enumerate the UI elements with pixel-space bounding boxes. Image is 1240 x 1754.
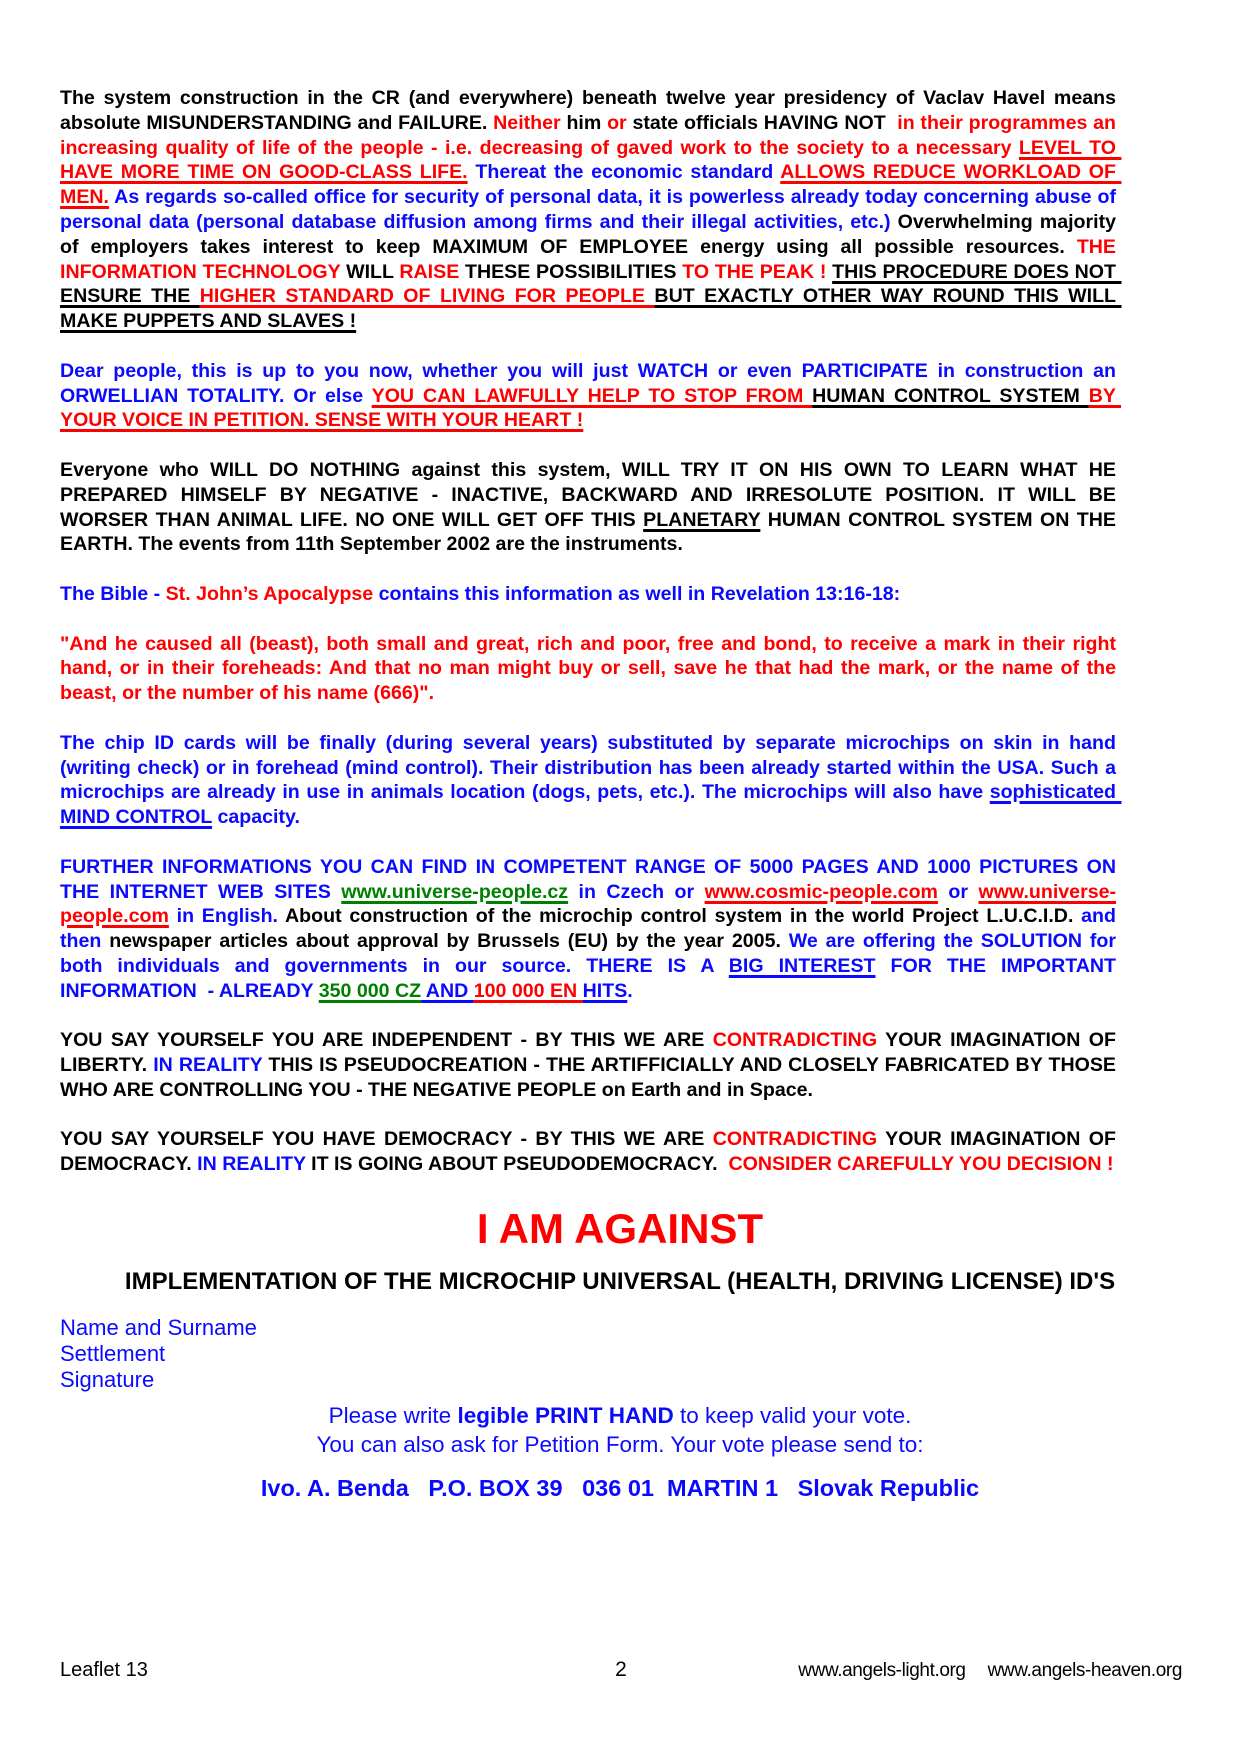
text-segment: The system construction in the CR (and everywhere) beneath twelve year presidency of Vaclav Havel means absolute MISUNDERSTANDING and FAILURE. [60,87,1122,134]
text-segment: IT IS GOING ABOUT PSEUDODEMOCRACY. [311,1153,729,1176]
text-segment: We are offering the SOLUTION for both individuals and governments in our source. THERE IS A [60,930,1122,977]
text-segment: sophisticated MIND CONTROL [60,781,1122,829]
para-further-informations [60,855,1122,1004]
text-segment: or [607,111,633,134]
field-label-settlement: Settlement [60,1341,166,1367]
text-segment: PLANETARY [643,508,761,531]
text-segment: Thereat the economic standard [467,161,781,184]
petition-form-fields [60,1315,1240,1393]
text-segment: AND [421,979,474,1002]
petition-subheading: IMPLEMENTATION OF THE MICROCHIP UNIVERSAL (HEALTH, DRIVING LICENSE) ID'S [124,1268,1116,1296]
text-segment: YOU CAN LAWFULLY HELP TO STOP FROM [371,384,813,407]
text-segment: HITS [582,979,628,1002]
text-segment: BUT EXACTLY OTHER WAY ROUND THIS WILL MAKE PUPPETS AND SLAVES ! [60,285,1122,333]
text-segment: in Czech or [568,880,705,903]
text-segment: The chip ID cards will be finally (during several years) substituted by separate microchips on skin in hand (writing check) or in forehead (mind control). Their distribution has been already started within the USA. Such a microchips are already in use in animals location (dogs, pets, etc.). The microchips will also have [60,731,1122,804]
para-revelation-quote [60,632,1122,706]
vote-instructions [0,1401,1240,1459]
text-segment: "And he caused all (beast), both small and great, rich and poor, free and bond, to receive a mark in their right hand, or in their foreheads: And that no man might buy or sell, save he that had the mark, or the name of the beast, or the number of his name (666)". [60,632,1122,705]
petition-heading: I AM AGAINST [476,1205,764,1253]
para-chip-id-cards [60,731,1122,830]
text-segment: HIGHER STANDARD OF LIVING FOR PEOPLE [199,285,655,308]
text-segment: FURTHER INFORMATIONS YOU CAN FIND IN COMPETENT RANGE OF 5000 PAGES AND 1000 PICTURES ON THE INTERNET WEB SITES [60,855,1122,903]
text-segment: As regards so-called office for security of personal data, it is powerless already today concerning abuse of personal data (personal database diffusion among firms and their illegal activities, etc.) [60,186,1122,233]
text-segment: CONTRADICTING [712,1128,886,1151]
text-segment: or [937,880,979,903]
text-segment: . [627,979,633,1002]
text-segment: CONTRADICTING [712,1029,886,1052]
para-independent [60,1028,1122,1102]
instruction-line-1 [0,1401,1240,1430]
text-segment: TO THE PEAK ! [682,260,833,283]
para-intro-system [60,86,1122,334]
para-everyone-nothing [60,458,1122,557]
instruction-line-2: You can also ask for Petition Form. Your vote please send to: [316,1432,924,1458]
link-cosmic-people-com[interactable]: www.cosmic-people.com [704,880,938,903]
text-segment: YOU SAY YOURSELF YOU HAVE DEMOCRACY - BY THIS WE ARE [60,1128,713,1151]
text-segment: THIS IS PSEUDOCREATION - THE ARTIFFICIALLY AND CLOSELY FABRICATED BY THOSE WHO ARE CONTROLLING YOU - THE NEGATIVE PEOPLE on Earth and in Space. [60,1054,1122,1101]
text-segment: YOUR IMAGINATION OF LIBERTY. [60,1029,1122,1077]
text-segment: state officials HAVING NOT [632,111,892,134]
text-segment: LEVEL TO HAVE MORE TIME ON GOOD-CLASS LIFE. [60,136,1122,184]
mailing-address: Ivo. A. Benda P.O. BOX 39 036 01 MARTIN 1 Slovak Republic [260,1475,980,1502]
text-segment: The Bible - [60,582,166,605]
link-universe-people-com[interactable]: www.universe-people.com [60,880,1117,928]
text-segment: contains this information as well in Revelation 13:16-18: [378,582,901,605]
text-segment: THIS PROCEDURE DOES NOT ENSURE THE [60,260,1122,308]
text-segment: About construction of the microchip control system in the world Project L.U.C.I.D. [285,905,1082,928]
text-segment: newspaper articles about approval by Brussels (EU) by the year 2005. [109,930,789,953]
field-label-signature: Signature [60,1367,155,1393]
text-segment: THESE POSSIBILITIES [464,260,683,283]
text-segment: HUMAN CONTROL SYSTEM ON THE EARTH. The events from 11th September 2002 are the instruments. [60,508,1122,556]
text-segment: 100 000 EN [473,979,583,1002]
text-segment: IN REALITY [197,1153,312,1176]
text-segment: him [566,111,608,134]
text-segment: ALLOWS REDUCE WORKLOAD OF MEN. [60,161,1122,209]
text-segment: BY YOUR VOICE IN PETITION. SENSE WITH YOUR HEART ! [60,384,1122,432]
text-segment: Overwhelming majority of employers takes interest to keep MAXIMUM OF EMPLOYEE energy using all possible resources. [60,210,1122,258]
text-segment: St. John’s Apocalypse [165,582,379,605]
instruction-text-pre: Please write [328,1403,458,1429]
text-segment: Dear people, this is up to you now, whether you will just WATCH or even PARTICIPATE in construction an ORWELLIAN TOTALITY. Or else [60,359,1122,407]
text-segment: HUMAN CONTROL SYSTEM [812,384,1089,407]
text-segment: YOU SAY YOURSELF YOU ARE INDEPENDENT - BY THIS WE ARE [60,1029,713,1052]
text-segment: capacity. [212,806,300,829]
footer-url-angels-heaven: www.angels-heaven.org [987,1660,1182,1681]
text-segment: Everyone who WILL DO NOTHING against this system, WILL TRY IT ON HIS OWN TO LEARN WHAT HE PREPARED HIMSELF BY NEGATIVE - INACTIVE, BACKWARD AND IRRESOLUTE POSITION. IT WILL BE WORSER THAN ANIMAL LIFE. NO ONE WILL GET OFF THIS [60,458,1122,531]
page-footer [60,1658,1182,1682]
footer-urls [627,1660,1182,1682]
text-segment: CONSIDER CAREFULLY YOU DECISION ! [728,1153,1114,1176]
text-segment: YOUR IMAGINATION OF DEMOCRACY. [60,1128,1122,1176]
text-segment: IN REALITY [153,1054,269,1077]
text-segment: Neither [493,111,567,134]
page-number: 2 [615,1658,627,1681]
text-segment: WILL [346,260,400,283]
text-segment: 350 000 CZ [318,979,422,1002]
text-segment: in English. [168,905,286,928]
para-bible-reference [60,582,1116,607]
para-democracy [60,1127,1122,1177]
text-segment: RAISE [399,260,465,283]
instruction-emphasis: legible PRINT HAND [457,1403,674,1429]
footer-url-angels-light: www.angels-light.org [798,1660,966,1681]
text-segment: and then [60,905,1122,953]
text-segment: THE INFORMATION TECHNOLOGY [60,235,1122,283]
text-segment: FOR THE IMPORTANT INFORMATION - ALREADY [60,954,1122,1002]
text-segment: in their programmes an increasing quality of life of the people - i.e. decreasing of gaved work to the society to a necessary [60,111,1122,159]
text-segment: BIG INTEREST [728,954,876,977]
field-label-name-surname: Name and Surname [60,1315,257,1341]
link-universe-people-cz[interactable]: www.universe-people.cz [341,880,569,903]
leaflet-label: Leaflet 13 [60,1659,148,1681]
document-body [60,86,1122,1177]
para-dear-people [60,359,1122,433]
instruction-text-post: to keep valid your vote. [673,1403,912,1429]
